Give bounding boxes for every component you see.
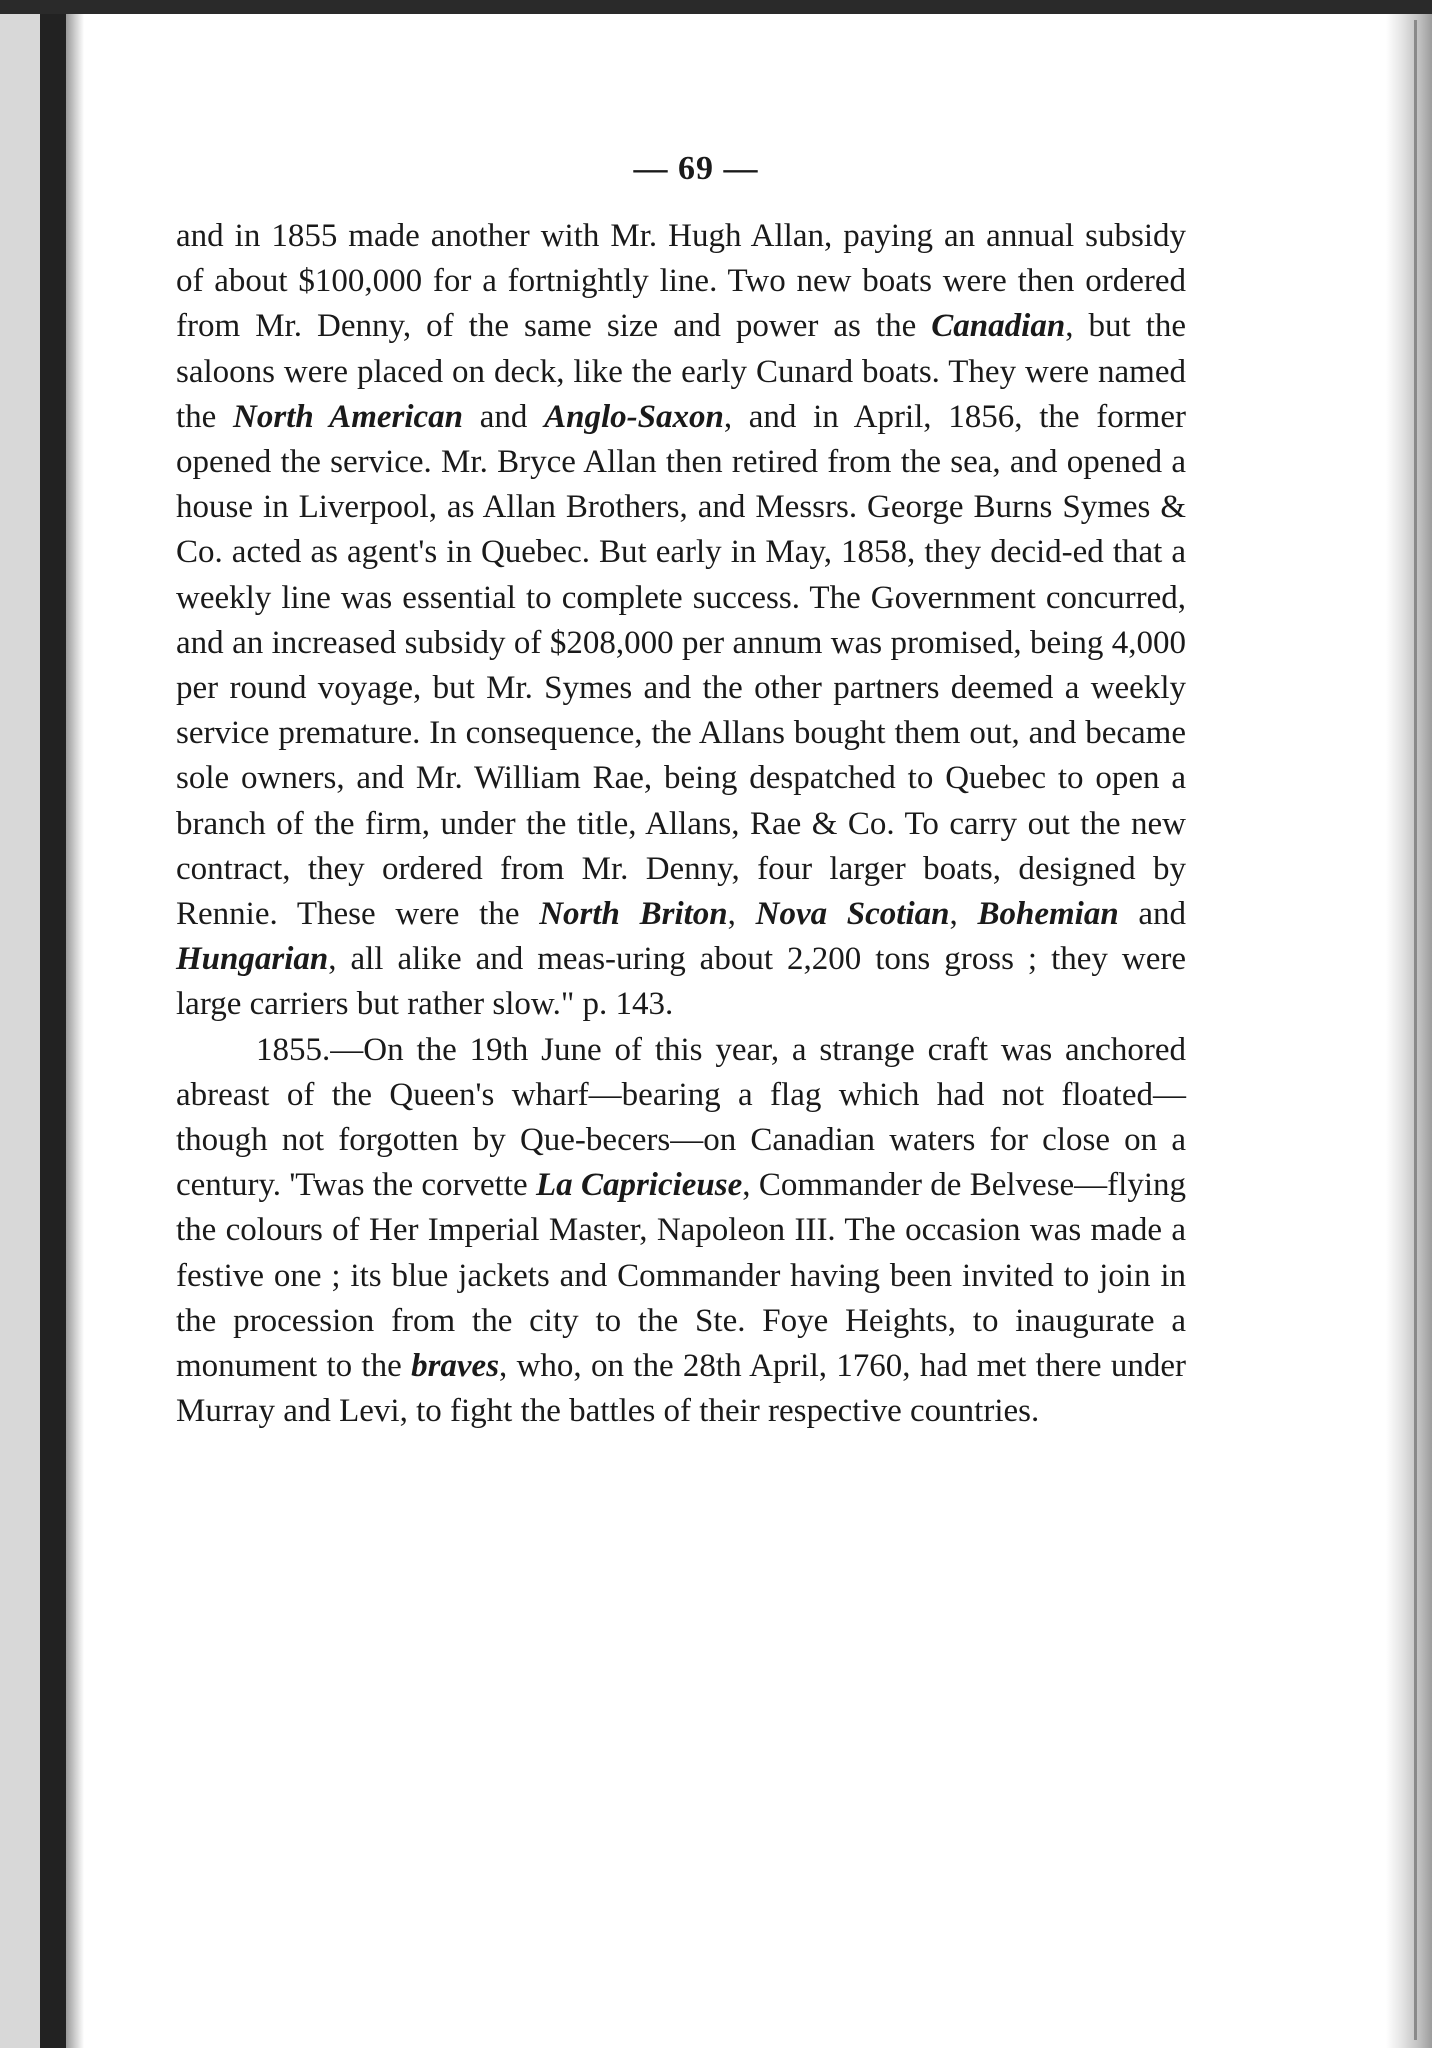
italic-text-run: Nova Scotian [755, 896, 950, 933]
book-spine-shadow [40, 14, 66, 2048]
book-binding-left [0, 14, 40, 2048]
page-gutter-shade [66, 14, 84, 2048]
text-run: , and in April, 1856, the former opened the service. Mr. Bryce Allan then retired from the sea, and opened a house in Liverpool, as Allan Brothers, and Messrs. George Burns Symes & Co. acted as agent's in Quebec. But early in May, 1858, they decid-ed that a weekly line was essential to complete success. The Government concurred, and an increased subsidy of $208,000 per annum was promised, being 4,000 per round voyage, but Mr. Symes and the other partners deemed a weekly service premature. In consequence, the Allans bought them out, and became sole owners, and Mr. William Rae, being despatched to Quebec to open a branch of the firm, under the title, Allans, Rae & Co. To carry out the new contract, they ordered from Mr. Denny, four larger boats, designed by Rennie. These were the [176, 398, 1186, 933]
text-run: , all alike and meas-uring about 2,200 tons gross ; they were large carriers but rather slow." p. 143. [176, 941, 1186, 1023]
italic-text-run: Hungarian [176, 941, 329, 978]
text-run: and [463, 398, 545, 435]
scan-top-edge [0, 0, 1432, 14]
text-run: , who, on the 28th April, 1760, had met there under Murray and Levi, to fight the battles of their respective countries. [176, 1348, 1186, 1430]
italic-text-run: North American [233, 398, 464, 435]
book-page [176, 150, 1186, 1434]
text-run: and in 1855 made another with Mr. Hugh Allan, paying an annual subsidy of about $100,000 for a fortnightly line. Two new boats were then ordered from Mr. Denny, of the same size and power as the [176, 218, 1186, 345]
text-run: and [1118, 896, 1187, 933]
text-run: , [949, 896, 978, 933]
text-run: , [727, 896, 756, 933]
italic-text-run: North Briton [539, 896, 728, 933]
paragraph-2 [176, 1028, 1186, 1435]
page-edge-line [1414, 20, 1417, 2040]
text-run: , Commander de Belvese—flying the colours of Her Imperial Master, Napoleon III. The occasion was made a festive one ; its blue jackets and Commander having been invited to join in the procession from the city to the Ste. Foye Heights, to inaugurate a monument to the [176, 1167, 1187, 1385]
paragraph-1 [176, 214, 1186, 1028]
italic-text-run: La Capricieuse [535, 1167, 743, 1204]
italic-text-run: Anglo-Saxon [544, 398, 724, 435]
italic-text-run: braves [411, 1348, 500, 1385]
page-edge-right [1386, 14, 1432, 2048]
page-body [176, 214, 1186, 1434]
text-run: 1855.—On the 19th June of this year, a strange craft was anchored abreast of the Queen's wharf—bearing a flag which had not floated—though not forgotten by Que-becers—on Canadian waters for close on a century. 'Twas the corvette [176, 1031, 1186, 1204]
text-run: , but the saloons were placed on deck, like the early Cunard boats. They were named the [176, 308, 1187, 435]
page-number: — 69 — [633, 150, 759, 187]
italic-text-run: Canadian [931, 308, 1066, 345]
italic-text-run: Bohemian [977, 896, 1119, 933]
